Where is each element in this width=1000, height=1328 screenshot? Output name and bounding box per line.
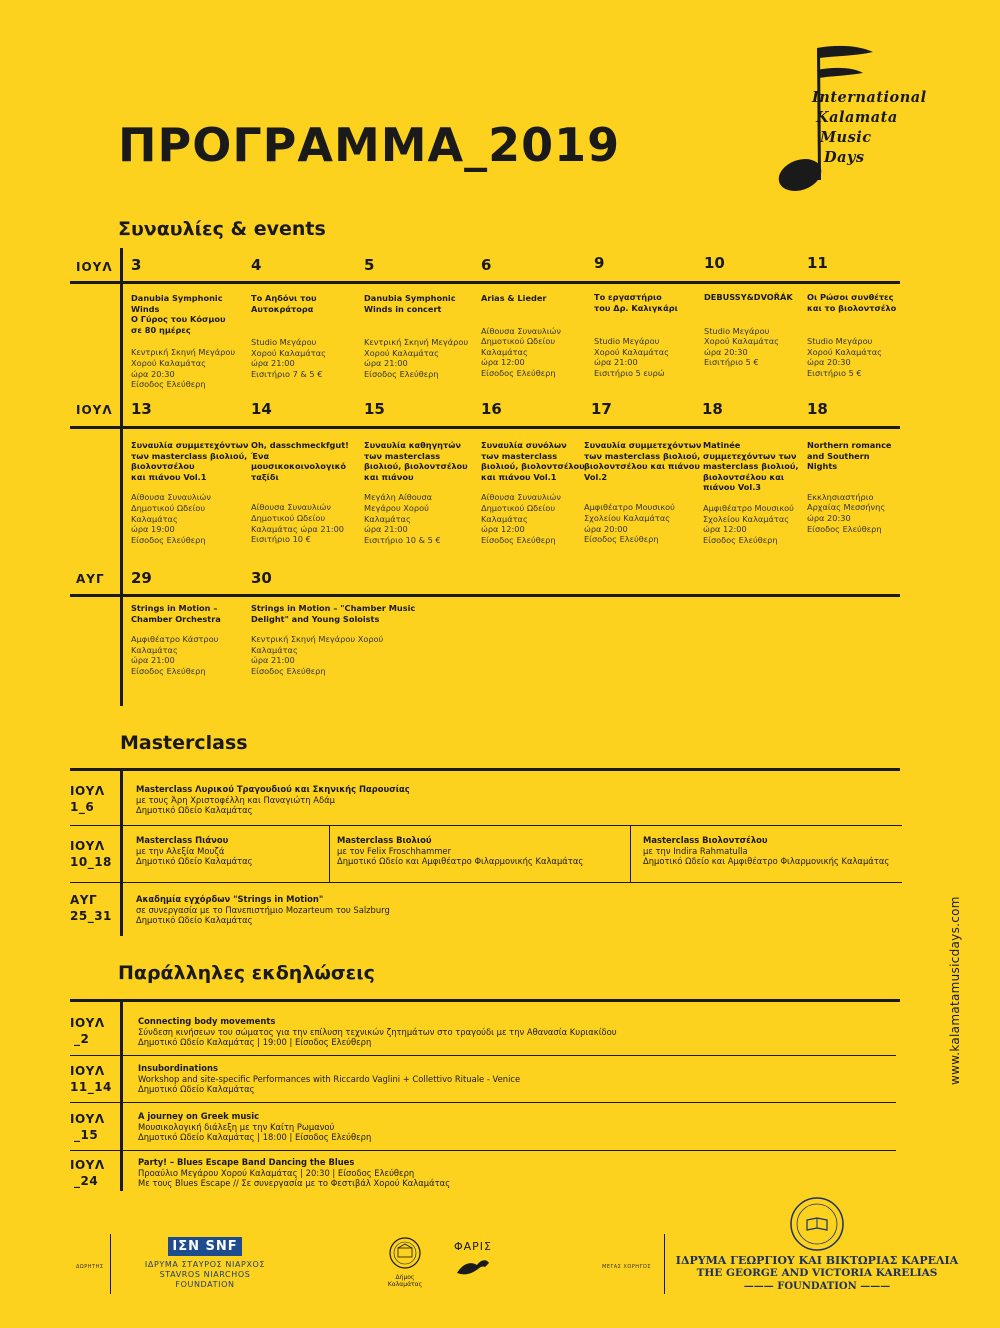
- event-venue: Δημοτικό Ωδείο Καλαμάτας | 18:00 | Είσοδος Ελεύθερη: [138, 1132, 372, 1143]
- event-card[interactable]: [251, 293, 363, 380]
- masterclass-venue: Δημοτικό Ωδείο Καλαμάτας: [136, 856, 253, 867]
- month-label: ΙΟΥΛ: [76, 260, 113, 274]
- parallel-event[interactable]: [138, 1111, 371, 1143]
- municipality-logo: [384, 1236, 426, 1288]
- masterclass-divider: [120, 768, 123, 936]
- event-venue: Αμφιθέατρο Μουσικού Σχολείου Καλαμάτας ώρα 20:00 Είσοδος Ελεύθερη: [584, 502, 675, 545]
- event-card[interactable]: [364, 440, 476, 545]
- month-label: ΙΟΥΛ: [70, 839, 105, 853]
- event-title: Arias & Lieder: [481, 293, 547, 303]
- date-label: [70, 1157, 105, 1189]
- event-card[interactable]: [594, 292, 706, 379]
- month-label: ΙΟΥΛ: [70, 1158, 105, 1172]
- event-title: DEBUSSY&DVOŘÁK: [704, 292, 793, 302]
- masterclass-item[interactable]: [136, 894, 390, 926]
- day-number: 13: [131, 400, 152, 418]
- day-number: 3: [131, 256, 142, 274]
- event-card[interactable]: [807, 292, 902, 379]
- section-divider: [70, 999, 900, 1002]
- sponsor-divider: [110, 1234, 111, 1294]
- timeline-divider: [120, 248, 123, 706]
- masterclass-heading: Masterclass: [120, 732, 248, 754]
- event-title: Connecting body movements: [138, 1016, 276, 1026]
- municipality-line-1: Δήμος: [395, 1274, 415, 1281]
- event-card[interactable]: [131, 440, 251, 545]
- event-title: Οι Ρώσοι συνθέτες και το βιολοντσέλο: [807, 292, 897, 313]
- event-venue: Αίθουσα Συναυλιών Δημοτικού Ωδείου Καλαμάτας ώρα 21:00 Εισιτήριο 10 €: [251, 502, 344, 545]
- event-card[interactable]: [584, 440, 704, 545]
- logo-line-3: Music: [820, 129, 872, 146]
- masterclass-item[interactable]: [136, 835, 253, 867]
- event-title: Northern romance and Southern Nights: [807, 440, 892, 472]
- month-label: ΙΟΥΛ: [70, 1112, 105, 1126]
- masterclass-instructor: με τους Άρη Χριστοφέλλη και Παναγιώτη Αδάμ: [136, 794, 335, 805]
- row-divider: [70, 825, 902, 826]
- karelias-line-1: ΙΔΡΥΜΑ ΓΕΩΡΓΙΟΥ ΚΑΙ ΒΙΚΤΩΡΙΑΣ ΚΑΡΕΛΙΑ: [675, 1254, 959, 1267]
- event-card[interactable]: [481, 440, 593, 545]
- parallel-event[interactable]: [138, 1157, 450, 1189]
- date-range: 11_14: [70, 1080, 112, 1094]
- parallel-divider: [120, 999, 123, 1191]
- grand-sponsor-label: ΜΕΓΑΣ ΧΟΡΗΓΟΣ: [602, 1264, 651, 1270]
- row-divider: [70, 594, 900, 597]
- donor-label: ΔΩΡΗΤΗΣ: [76, 1264, 104, 1270]
- event-venue: Με τους Blues Escape // Σε συνεργασία με το Φεστιβάλ Χορού Καλαμάτας: [138, 1178, 451, 1189]
- date-label: [70, 1015, 105, 1047]
- masterclass-venue: Δημοτικό Ωδείο Καλαμάτας: [136, 915, 253, 926]
- logo-line-4: Days: [824, 149, 865, 166]
- masterclass-venue: Δημοτικό Ωδείο και Αμφιθέατρο Φιλαρμονικής Καλαμάτας: [337, 856, 584, 867]
- event-venue: Αίθουσα Συναυλιών Δημοτικού Ωδείου Καλαμάτας ώρα 19:00 Είσοδος Ελεύθερη: [131, 492, 211, 545]
- event-title: Party! – Blues Escape Band Dancing the Blues: [138, 1157, 355, 1167]
- event-title: Danubia Symphonic Winds in concert: [364, 293, 456, 314]
- logo-line-1: International: [812, 89, 927, 106]
- day-number: 16: [481, 400, 502, 418]
- event-venue: Studio Μεγάρου Χορού Καλαμάτας ώρα 20:30 Εισιτήριο 5 €: [704, 325, 779, 368]
- masterclass-title: Masterclass Βιολοντσέλου: [643, 835, 768, 845]
- logo-text: [812, 88, 927, 168]
- event-title: Strings in Motion – Chamber Orchestra: [131, 603, 221, 624]
- event-card[interactable]: [481, 293, 593, 379]
- masterclass-instructor: με την Indira Rahmatulla: [643, 845, 748, 856]
- date-range: _2: [74, 1032, 90, 1046]
- page-title: ΠΡΟΓΡΑΜΜΑ_2019: [118, 118, 621, 172]
- date-label: [70, 783, 105, 815]
- masterclass-title: Masterclass Βιολιού: [337, 835, 432, 845]
- snf-line-2: STAVROS NIARCHOS: [159, 1270, 251, 1279]
- day-number: 6: [481, 256, 492, 274]
- event-title: Το Αηδόνι του Αυτοκράτορα: [251, 293, 317, 314]
- month-label: ΙΟΥΛ: [76, 403, 113, 417]
- day-number: 10: [704, 254, 725, 272]
- karelias-line-3: ——— FOUNDATION ———: [743, 1281, 891, 1292]
- date-label: [70, 838, 112, 870]
- event-venue: Αίθουσα Συναυλιών Δημοτικού Ωδείου Καλαμάτας ώρα 12:00 Είσοδος Ελεύθερη: [481, 325, 561, 378]
- event-description: Workshop and site-specific Performances with Riccardo Vaglini + Collettivo Rituale - Venice: [138, 1073, 521, 1084]
- date-range: 1_6: [70, 800, 95, 814]
- row-divider: [70, 281, 900, 284]
- event-card[interactable]: [131, 293, 251, 390]
- municipality-line-2: Καλαμάτας: [387, 1281, 423, 1288]
- parallel-heading: Παράλληλες εκδηλώσεις: [118, 962, 375, 984]
- date-label: [70, 1111, 105, 1143]
- concerts-heading: Συναυλίες & events: [118, 218, 326, 240]
- event-venue: Αμφιθέατρο Μουσικού Σχολείου Καλαμάτας ώρα 12:00 Είσοδος Ελεύθερη: [703, 502, 794, 545]
- day-number: 18: [702, 400, 723, 418]
- event-title: A journey on Greek music: [138, 1111, 260, 1121]
- masterclass-title: Masterclass Λυρικού Τραγουδιού και Σκηνικής Παρουσίας: [136, 784, 410, 794]
- website-url[interactable]: www.kalamatamusicdays.com: [948, 896, 962, 1085]
- masterclass-instructor: με την Αλεξία Μουζά: [136, 845, 225, 856]
- event-card[interactable]: [251, 440, 363, 545]
- faris-title: ΦΑΡΙΣ: [453, 1240, 492, 1253]
- karelias-logo: [672, 1196, 962, 1293]
- event-venue: Δημοτικό Ωδείο Καλαμάτας | 19:00 | Είσοδος Ελεύθερη: [138, 1037, 372, 1048]
- masterclass-item[interactable]: [643, 835, 889, 867]
- date-range: _15: [74, 1128, 99, 1142]
- row-divider: [70, 426, 900, 429]
- day-number: 29: [131, 569, 152, 587]
- day-number: 4: [251, 256, 262, 274]
- masterclass-instructor: σε συνεργασία με το Πανεπιστήμιο Mozarteum του Salzburg: [136, 904, 390, 915]
- event-title: Oh, dasschmeckfgut! Ένα μουσικοκοινολογικό ταξίδι: [251, 440, 349, 482]
- day-number: 30: [251, 569, 272, 587]
- event-card[interactable]: [131, 603, 243, 677]
- event-title: Συναυλία συνόλων των masterclass βιολιού, βιολοντσέλου και πιάνου Vol.1: [481, 440, 585, 482]
- event-venue: Studio Μεγάρου Χορού Καλαμάτας ώρα 20:30 Εισιτήριο 5 €: [807, 336, 882, 378]
- faris-emblem-icon: [453, 1253, 493, 1279]
- event-description: Προαύλιο Μεγάρου Χορού Καλαμάτας | 20:30 | Είσοδος Ελεύθερη: [138, 1167, 415, 1178]
- event-venue: Κεντρική Σκηνή Μεγάρου Χορού Καλαμάτας ώρα 20:30 Είσοδος Ελεύθερη: [131, 347, 236, 390]
- event-title: Το εργαστήριο του Δρ. Καλιγκάρι: [594, 292, 678, 313]
- masterclass-title: Masterclass Πιάνου: [136, 835, 229, 845]
- masterclass-title: Ακαδημία εγχόρδων "Strings in Motion": [136, 894, 324, 904]
- day-number: 5: [364, 256, 375, 274]
- masterclass-instructor: με τον Felix Froschhammer: [337, 845, 452, 856]
- event-venue: Μεγάλη Αίθουσα Μεγάρου Χορού Καλαμάτας ώρα 21:00 Εισιτήριο 10 & 5 €: [364, 492, 441, 545]
- event-title: Συναυλία συμμετεχόντων των masterclass βιολιού, βιολοντσέλου και πιάνου Vol.2: [584, 440, 702, 482]
- event-title: Συναυλία καθηγητών των masterclass βιολιού, βιολοντσέλου και πιάνου: [364, 440, 468, 482]
- municipality-seal-icon: [388, 1236, 422, 1270]
- date-range: 25_31: [70, 909, 112, 923]
- month-label: ΑΥΓ: [70, 893, 98, 907]
- event-title: Matinée συμμετεχόντων των masterclass βιολιού, βιολοντσέλου και πιάνου Vol.3: [703, 440, 799, 493]
- date-range: 10_18: [70, 855, 112, 869]
- event-venue: Studio Μεγάρου Χορού Καλαμάτας ώρα 21:00 Εισιτήριο 7 & 5 €: [251, 337, 326, 379]
- event-description: Μουσικολογική διάλεξη με την Καίτη Ρωμανού: [138, 1121, 335, 1132]
- month-label: ΙΟΥΛ: [70, 1064, 105, 1078]
- snf-line-3: FOUNDATION: [175, 1280, 235, 1289]
- row-divider: [70, 1055, 896, 1056]
- event-card[interactable]: [703, 440, 807, 545]
- masterclass-venue: Δημοτικό Ωδείο και Αμφιθέατρο Φιλαρμονικής Καλαμάτας: [643, 856, 890, 867]
- day-number: 14: [251, 400, 272, 418]
- day-number: 17: [591, 400, 612, 418]
- logo-line-2: Kalamata: [816, 109, 898, 126]
- column-divider: [630, 825, 631, 882]
- event-title: Danubia Symphonic Winds Ο Γύρος του Κόσμου σε 80 ημέρες: [131, 293, 226, 335]
- sponsor-divider: [664, 1234, 665, 1294]
- event-venue: Κεντρική Σκηνή Μεγάρου Χορού Καλαμάτας ώρα 21:00 Είσοδος Ελεύθερη: [251, 634, 384, 676]
- date-range: _24: [74, 1174, 99, 1188]
- event-venue: Δημοτικό Ωδείο Καλαμάτας: [138, 1084, 255, 1095]
- row-divider: [70, 1102, 896, 1103]
- day-number: 11: [807, 254, 828, 272]
- event-card[interactable]: [364, 293, 476, 380]
- month-label: ΙΟΥΛ: [70, 784, 105, 798]
- event-description: Σύνδεση κινήσεων του σώματος για την επίλυση τεχνικών ζητημάτων στο τραγούδι με την Αθανασία Κυριακίδου: [138, 1026, 617, 1037]
- faris-logo: [448, 1240, 498, 1283]
- parallel-event[interactable]: [138, 1016, 617, 1048]
- month-label: ΑΥΓ: [76, 572, 105, 586]
- date-label: [70, 892, 112, 924]
- event-venue: Κεντρική Σκηνή Μεγάρου Χορού Καλαμάτας ώρα 21:00 Είσοδος Ελεύθερη: [364, 337, 469, 379]
- event-venue: Αίθουσα Συναυλιών Δημοτικού Ωδείου Καλαμάτας ώρα 12:00 Είσοδος Ελεύθερη: [481, 492, 561, 545]
- event-card[interactable]: [251, 603, 421, 677]
- snf-badge: ΙΣΝ SNF: [168, 1237, 241, 1256]
- masterclass-item[interactable]: [136, 784, 410, 816]
- row-divider: [70, 882, 902, 883]
- event-title: Strings in Motion – "Chamber Music Delight" and Young Soloists: [251, 603, 416, 624]
- event-title: Συναυλία συμμετεχόντων των masterclass βιολιού, βιολοντσέλου και πιάνου Vol.1: [131, 440, 249, 482]
- masterclass-item[interactable]: [337, 835, 583, 867]
- masterclass-venue: Δημοτικό Ωδείο Καλαμάτας: [136, 805, 253, 816]
- snf-line-1: ΙΔΡΥΜΑ ΣΤΑΥΡΟΣ ΝΙΑΡΧΟΣ: [144, 1260, 266, 1269]
- section-divider: [70, 768, 900, 771]
- parallel-event[interactable]: [138, 1063, 520, 1095]
- column-divider: [329, 825, 330, 882]
- row-divider: [70, 1150, 896, 1151]
- event-title: Insubordinations: [138, 1063, 218, 1073]
- karelias-seal-icon: [789, 1196, 845, 1252]
- day-number: 9: [594, 254, 605, 272]
- snf-logo: [140, 1235, 270, 1290]
- month-label: ΙΟΥΛ: [70, 1016, 105, 1030]
- day-number: 18: [807, 400, 828, 418]
- event-card[interactable]: [807, 440, 902, 534]
- karelias-line-2: THE GEORGE AND VICTORIA KARELIAS: [696, 1267, 938, 1279]
- event-venue: Αμφιθέατρο Κάστρου Καλαμάτας ώρα 21:00 Είσοδος Ελεύθερη: [131, 634, 219, 676]
- event-venue: Εκκλησιαστήριο Αρχαίας Μεσσήνης ώρα 20:30 Είσοδος Ελεύθερη: [807, 491, 886, 534]
- event-card[interactable]: [704, 292, 816, 368]
- event-venue: Studio Μεγάρου Χορού Καλαμάτας ώρα 21:00 Εισιτήριο 5 ευρώ: [594, 336, 669, 378]
- date-label: [70, 1063, 112, 1095]
- day-number: 15: [364, 400, 385, 418]
